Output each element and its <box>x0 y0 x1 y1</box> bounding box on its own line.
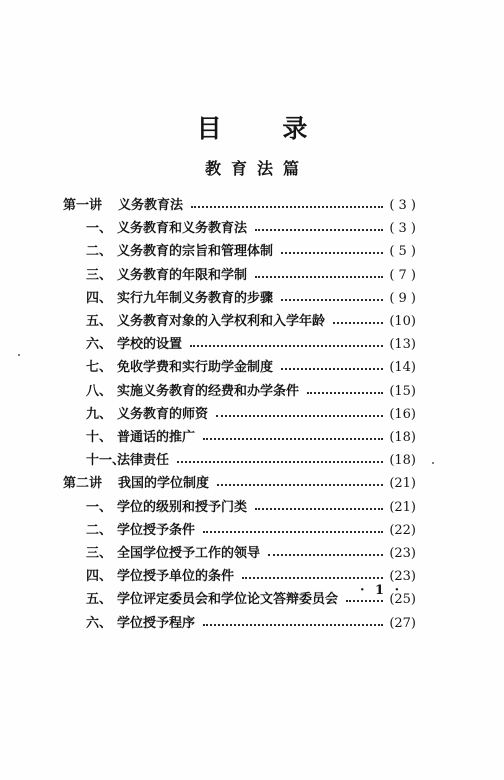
toc-entry-page: (21) <box>389 476 416 491</box>
toc-entry-title: 实行九年制义务教育的步骤 <box>117 291 274 306</box>
toc-section-row <box>0 242 504 262</box>
toc-dot-leader <box>346 600 383 602</box>
toc-dot-leader <box>217 484 383 486</box>
toc-chapter-row <box>0 474 504 494</box>
toc-entry-page: (15) <box>389 384 416 399</box>
toc-dot-leader <box>190 345 383 347</box>
toc-section-row <box>0 567 504 587</box>
toc-entry-title: 义务教育和义务教育法 <box>117 221 248 236</box>
toc-entry-page: (23) <box>389 546 416 561</box>
toc-entry-page: (16) <box>389 407 416 422</box>
toc-dot-leader <box>216 415 383 417</box>
toc-entry-number: 二、 <box>86 244 113 259</box>
toc-section-row <box>0 382 504 402</box>
toc-entry-number: 三、 <box>86 546 113 561</box>
toc-entry-number: 第二讲 <box>63 476 103 491</box>
page-title: 目 录 <box>196 114 334 143</box>
toc-entry-number: 一、 <box>86 221 113 236</box>
toc-dot-leader <box>242 577 383 579</box>
toc-entry-page: (21) <box>389 500 416 515</box>
toc-entry-number: 十、 <box>86 430 113 445</box>
toc-entry-title: 全国学位授予工作的领导 <box>117 546 261 561</box>
toc-entry-title: 学位授予单位的条件 <box>117 569 235 584</box>
toc-dot-leader <box>203 624 383 626</box>
toc-dot-leader <box>177 461 383 463</box>
toc-entry-title: 义务教育法 <box>118 198 184 213</box>
toc-entry-page: (18) <box>389 453 416 468</box>
toc-entry-page: ( 5 ) <box>389 244 416 259</box>
toc-dot-leader <box>307 392 383 394</box>
toc-entry-page: (23) <box>389 569 416 584</box>
toc-dot-leader <box>281 368 383 370</box>
toc-entry-page: ( 7 ) <box>389 268 416 283</box>
toc-entry-number: 二、 <box>86 523 113 538</box>
toc-entry-title: 学位的级别和授予门类 <box>117 500 248 515</box>
toc-entry-number: 九、 <box>86 407 113 422</box>
toc-entry-page: (13) <box>389 337 416 352</box>
toc-section-row <box>0 335 504 355</box>
toc-section-row <box>0 544 504 564</box>
toc-entry-page: (10) <box>389 314 416 329</box>
toc-entry-number: 三、 <box>86 268 113 283</box>
toc-entry-number: 四、 <box>86 569 113 584</box>
toc-dot-leader <box>281 299 383 301</box>
toc-entry-title: 义务教育对象的入学权利和入学年龄 <box>117 314 326 329</box>
toc-entry-page: ( 9 ) <box>389 291 416 306</box>
toc-dot-leader <box>203 438 383 440</box>
section-subtitle: 教育法篇 <box>204 159 309 178</box>
toc-dot-leader <box>203 531 383 533</box>
toc-entry-page: (18) <box>389 430 416 445</box>
scan-speck <box>432 462 434 464</box>
toc-section-row <box>0 590 504 610</box>
toc-entry-title: 义务教育的师资 <box>117 407 209 422</box>
toc-entry-number: 十一、 <box>86 453 126 468</box>
page-number: · 1 · <box>360 583 403 598</box>
toc-dot-leader <box>255 508 383 510</box>
toc-section-row <box>0 312 504 332</box>
toc-entry-number: 四、 <box>86 291 113 306</box>
toc-entry-page: ( 3 ) <box>389 198 416 213</box>
toc-dot-leader <box>281 252 383 254</box>
toc-entry-title: 我国的学位制度 <box>118 476 210 491</box>
toc-entry-page: ( 3 ) <box>389 221 416 236</box>
toc-section-row <box>0 358 504 378</box>
toc-entry-page: (25) <box>389 592 416 607</box>
toc-entry-title: 普通话的推广 <box>117 430 196 445</box>
toc-entry-number: 八、 <box>86 384 113 399</box>
toc-entry-title: 学位评定委员会和学位论文答辩委员会 <box>117 592 339 607</box>
toc-entry-title: 实施义务教育的经费和办学条件 <box>117 384 300 399</box>
toc-entry-title: 义务教育的年限和学制 <box>117 268 248 283</box>
toc-dot-leader <box>255 229 383 231</box>
toc-section-row <box>0 521 504 541</box>
toc-entry-number: 第一讲 <box>63 198 103 213</box>
toc-section-row <box>0 498 504 518</box>
toc-section-row <box>0 405 504 425</box>
toc-entry-number: 六、 <box>86 616 113 631</box>
toc-entry-page: (14) <box>389 360 416 375</box>
toc-entry-title: 法律责任 <box>117 453 170 468</box>
toc-entry-page: (27) <box>389 616 416 631</box>
toc-entry-title: 义务教育的宗旨和管理体制 <box>117 244 274 259</box>
toc-chapter-row <box>0 196 504 216</box>
toc-entry-title: 免收学费和实行助学金制度 <box>117 360 274 375</box>
toc-section-row <box>0 428 504 448</box>
toc-section-row <box>0 614 504 634</box>
toc-section-row <box>0 451 504 471</box>
toc-dot-leader <box>191 206 383 208</box>
toc-entry-number: 五、 <box>86 314 113 329</box>
scan-speck <box>18 354 20 356</box>
toc-dot-leader <box>333 322 383 324</box>
toc-section-row <box>0 219 504 239</box>
toc-section-row <box>0 266 504 286</box>
toc-dot-leader <box>255 276 383 278</box>
toc-entry-page: (22) <box>389 523 416 538</box>
toc-entry-number: 七、 <box>86 360 113 375</box>
toc-entry-number: 六、 <box>86 337 113 352</box>
toc-dot-leader <box>268 554 383 556</box>
toc-section-row <box>0 289 504 309</box>
toc-entry-title: 学位授予条件 <box>117 523 196 538</box>
toc-entry-title: 学位授予程序 <box>117 616 196 631</box>
toc-entry-number: 一、 <box>86 500 113 515</box>
toc-entry-title: 学校的设置 <box>117 337 183 352</box>
toc-entry-number: 五、 <box>86 592 113 607</box>
